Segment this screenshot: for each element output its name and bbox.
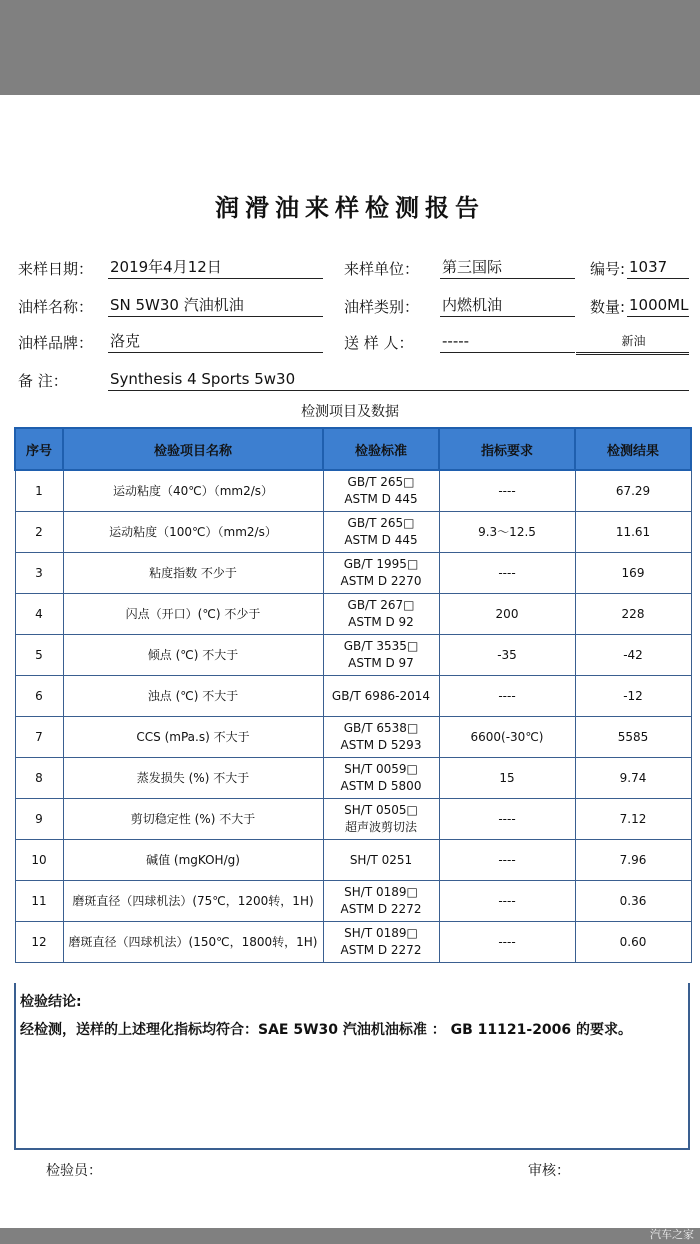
row-requirement: 200 [439,594,575,635]
table-subtitle: 检测项目及数据 [301,404,399,420]
conclusion-box [14,983,690,1150]
inspector-label: 检验员： [46,1163,102,1179]
table-header-row [15,428,691,470]
row-standard [323,553,439,594]
row-result: -12 [575,676,691,717]
row-item: 运动粘度（40℃）（mm2/s） [63,470,323,512]
row-item: 剪切稳定性 (%) 不大于 [63,799,323,840]
row-standard [323,799,439,840]
table-row [15,553,691,594]
number-value: 1037 [627,257,689,279]
row-no: 8 [15,758,63,799]
row-requirement: ---- [439,553,575,594]
sample-unit-label: 来样单位： [344,260,420,278]
row-item: 倾点 (℃) 不大于 [63,635,323,676]
row-no: 3 [15,553,63,594]
row-result: 11.61 [575,512,691,553]
table-row [15,676,691,717]
row-result: 0.60 [575,922,691,963]
table-row [15,635,691,676]
standard-line-1: GB/T 265□ [347,516,415,530]
remark-label: 备 注： [18,372,68,390]
row-no: 5 [15,635,63,676]
quantity-label: 数量: [590,298,626,316]
row-standard [323,594,439,635]
standard-line-2: ASTM D 5293 [340,738,422,752]
new-oil-value: 新油 [576,331,689,355]
row-standard [323,758,439,799]
conclusion-text: 经检测，送样的上述理化指标均符合：SAE 5W30 汽油机油标准 ： GB 11121-2006 的要求。 [20,1022,633,1038]
sample-date-label: 来样日期： [18,260,94,278]
header-requirement: 指标要求 [439,428,575,470]
row-requirement: ---- [439,799,575,840]
oil-type-value: 内燃机油 [440,295,575,317]
table-row [15,594,691,635]
row-result: 9.74 [575,758,691,799]
standard-line-2: ASTM D 2272 [340,943,422,957]
row-requirement: 6600(-30℃) [439,717,575,758]
row-requirement: ---- [439,470,575,512]
standard-line-1: GB/T 6538□ [343,721,419,735]
table-row [15,512,691,553]
row-item: 碱值 (mgKOH/g) [63,840,323,881]
conclusion-heading: 检验结论: [20,994,82,1010]
row-requirement: -35 [439,635,575,676]
row-result: 228 [575,594,691,635]
table-row [15,799,691,840]
row-standard [323,470,439,512]
top-bar [0,0,700,95]
row-result: 67.29 [575,470,691,512]
row-no: 9 [15,799,63,840]
header-item: 检验项目名称 [63,428,323,470]
table-row [15,470,691,512]
oil-name-label: 油样名称： [18,298,94,316]
row-no: 12 [15,922,63,963]
row-item: 蒸发损失 (%) 不大于 [63,758,323,799]
row-item: 磨斑直径（四球机法）(150℃，1800转，1H) [63,922,323,963]
row-no: 2 [15,512,63,553]
row-item: 浊点 (℃) 不大于 [63,676,323,717]
row-standard [323,922,439,963]
table-row [15,881,691,922]
row-requirement: ---- [439,676,575,717]
row-result: -42 [575,635,691,676]
brand-label: 油样品牌： [18,334,94,352]
brand-value: 洛克 [108,331,323,353]
header-result: 检测结果 [575,428,691,470]
header-no: 序号 [15,428,63,470]
row-no: 11 [15,881,63,922]
row-no: 7 [15,717,63,758]
row-standard [323,635,439,676]
row-requirement: ---- [439,881,575,922]
sample-unit-value: 第三国际 [440,257,575,279]
standard-line-1: GB/T 3535□ [343,639,419,653]
standard-line-1: SH/T 0059□ [344,762,418,776]
row-standard: SH/T 0251 [323,840,439,881]
sender-value: ----- [440,331,575,353]
row-requirement: 9.3～12.5 [439,512,575,553]
remark-value: Synthesis 4 Sports 5w30 [108,369,689,391]
row-standard [323,512,439,553]
table-row [15,922,691,963]
row-no: 10 [15,840,63,881]
row-result: 7.12 [575,799,691,840]
standard-line-1: GB/T 265□ [347,475,415,489]
row-result: 7.96 [575,840,691,881]
standard-line-2: ASTM D 445 [344,533,418,547]
row-item: CCS (mPa.s) 不大于 [63,717,323,758]
row-standard: GB/T 6986-2014 [323,676,439,717]
quantity-value: 1000ML [627,295,689,317]
row-result: 5585 [575,717,691,758]
row-item: 粘度指数 不少于 [63,553,323,594]
row-item: 运动粘度（100℃）（mm2/s） [63,512,323,553]
standard-line-1: GB/T 1995□ [343,557,419,571]
standard-line-2: ASTM D 97 [348,656,414,670]
row-item: 闪点（开口）(℃) 不少于 [63,594,323,635]
oil-type-label: 油样类别： [344,298,420,316]
standard-line-2: 超声波剪切法 [344,820,417,834]
row-no: 6 [15,676,63,717]
row-requirement: 15 [439,758,575,799]
table-row [15,717,691,758]
bottom-bar [0,1228,700,1244]
table-row [15,840,691,881]
row-no: 4 [15,594,63,635]
watermark: 汽车之家 [650,1228,694,1241]
report-title: 润滑油来样检测报告 [215,193,485,222]
standard-line-2: ASTM D 5800 [340,779,422,793]
standard-line-2: ASTM D 445 [344,492,418,506]
standard-line-2: ASTM D 2272 [340,902,422,916]
sample-date-value: 2019年4月12日 [108,257,323,279]
results-table [14,427,692,963]
row-no: 1 [15,470,63,512]
standard-line-2: ASTM D 2270 [340,574,422,588]
oil-name-value: SN 5W30 汽油机油 [108,295,323,317]
sender-label: 送 样 人： [344,334,414,352]
row-standard [323,717,439,758]
row-item: 磨斑直径（四球机法）(75℃，1200转，1H) [63,881,323,922]
standard-line-1: SH/T 0189□ [344,885,418,899]
standard-line-1: SH/T 0505□ [344,803,418,817]
reviewer-label: 审核： [528,1163,570,1179]
standard-line-2: ASTM D 92 [348,615,414,629]
number-label: 编号: [590,260,626,278]
header-standard: 检验标准 [323,428,439,470]
standard-line-1: SH/T 0189□ [344,926,418,940]
row-requirement: ---- [439,922,575,963]
table-row [15,758,691,799]
row-result: 169 [575,553,691,594]
standard-line-1: GB/T 267□ [347,598,415,612]
row-requirement: ---- [439,840,575,881]
row-result: 0.36 [575,881,691,922]
row-standard [323,881,439,922]
